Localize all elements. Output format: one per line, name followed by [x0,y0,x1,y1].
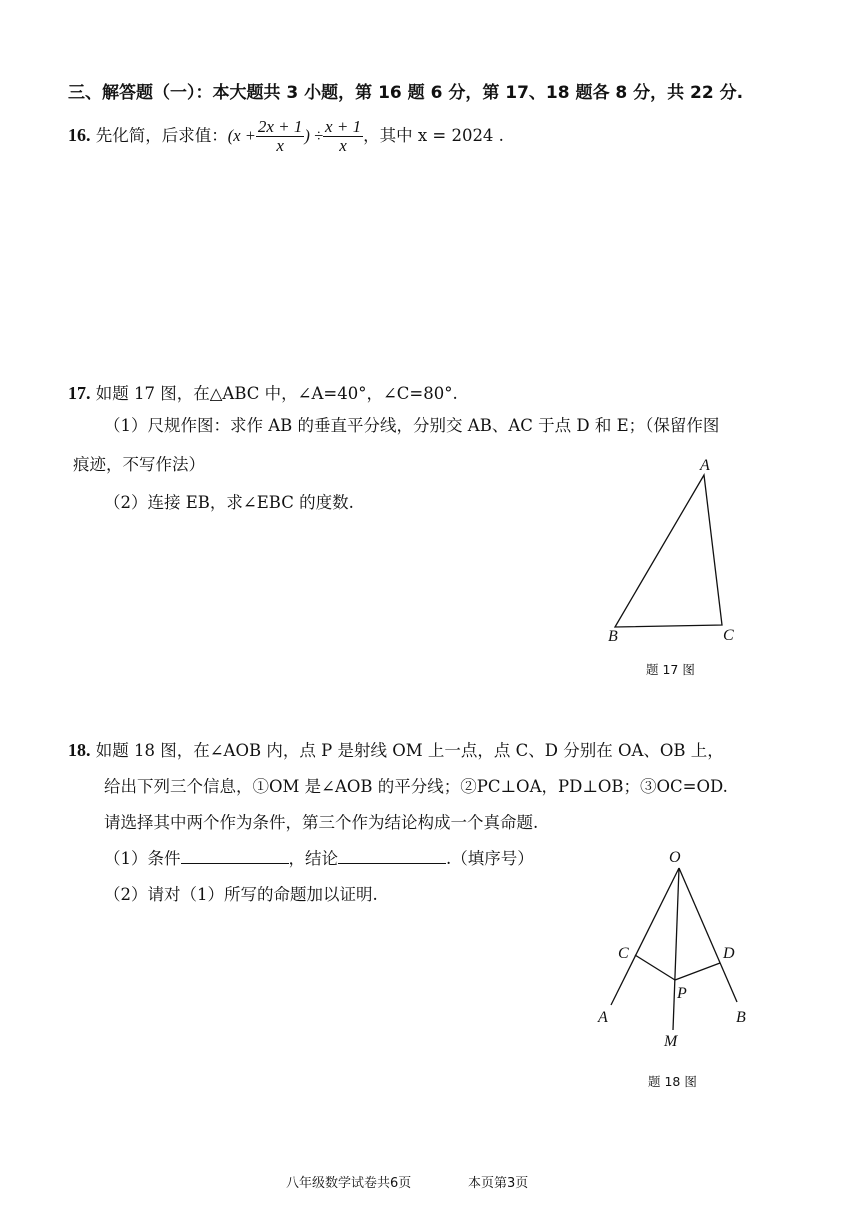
question-number: 17. [68,383,91,403]
footer-page-number: 本页第3页 [468,1176,529,1191]
triangle-abc [615,475,722,627]
q17-part1-line2: 痕迹，不写作法） [73,455,205,474]
q16-open: (x + [227,125,256,145]
q16-suffix: ，其中 x = 2024 . [363,125,504,145]
point-label-a: A [598,1009,608,1026]
q18-line1-text: 如题 18 图，在∠AOB 内，点 P 是射线 OM 上一点，点 C、D 分别在 OA、OB 上， [95,741,724,760]
point-label-m: M [664,1033,678,1050]
figure-17-caption: 题 17 图 [646,662,695,677]
q18-line3: 请选择其中两个作为条件，第三个作为结论构成一个真命题. [104,813,539,832]
q17-part2: （2）连接 EB，求∠EBC 的度数. [104,493,354,512]
q18-line2: 给出下列三个信息，①OM 是∠AOB 的平分线；②PC⊥OA，PD⊥OB；③OC=OD. [104,777,728,796]
section-title: 三、解答题（一）：本大题共 3 小题，第 16 题 6 分，第 17、18 题各 8 分，共 22 分. [68,83,744,103]
question-17-stem [68,380,458,404]
question-number: 18. [68,740,91,760]
ray-ob [679,868,737,1002]
point-label-b: B [736,1009,746,1026]
q16-fraction-2: $\frac{x + 1}{x}$ [325,117,362,155]
vertex-label-a: A [700,457,710,474]
figure-18-caption: 题 18 图 [648,1074,697,1089]
q18-part1-condition-label: （1）条件 [104,849,181,868]
point-label-c: C [618,945,629,962]
vertex-label-b: B [608,628,618,645]
q16-fraction-1: $\frac{2x + 1}{x}$ [257,117,303,155]
figure-17-triangle [590,450,770,655]
footer-total-pages: 八年级数学试卷共6页 [286,1176,412,1191]
q17-part1-line1: （1）尺规作图：求作 AB 的垂直平分线，分别交 AB、AC 于点 D 和 E；（保留作图 [104,416,720,435]
question-16 [68,118,504,155]
q18-part1-hint: .（填序号） [446,849,534,868]
point-label-d: D [723,945,735,962]
conclusion-answer-blank[interactable] [338,849,446,864]
q18-part2: （2）请对（1）所写的命题加以证明. [104,885,378,904]
segment-pc [635,955,675,980]
q16-mid: ) ÷ [304,125,324,145]
question-18-line1 [68,737,724,761]
point-label-p: P [677,985,687,1002]
ray-om [673,868,679,1030]
q18-part1 [104,845,534,869]
figure-18-angle [585,840,765,1055]
point-label-o: O [669,849,681,866]
q18-part1-conclusion-label: ，结论 [288,849,338,868]
vertex-label-c: C [723,627,734,644]
q16-prefix: 先化简，后求值： [95,125,228,145]
ray-oa [611,868,679,1005]
q17-stem-text: 如题 17 图，在△ABC 中，∠A=40°，∠C=80°. [95,384,458,403]
question-number: 16. [68,124,91,145]
condition-answer-blank[interactable] [181,849,289,864]
segment-pd [675,963,720,980]
